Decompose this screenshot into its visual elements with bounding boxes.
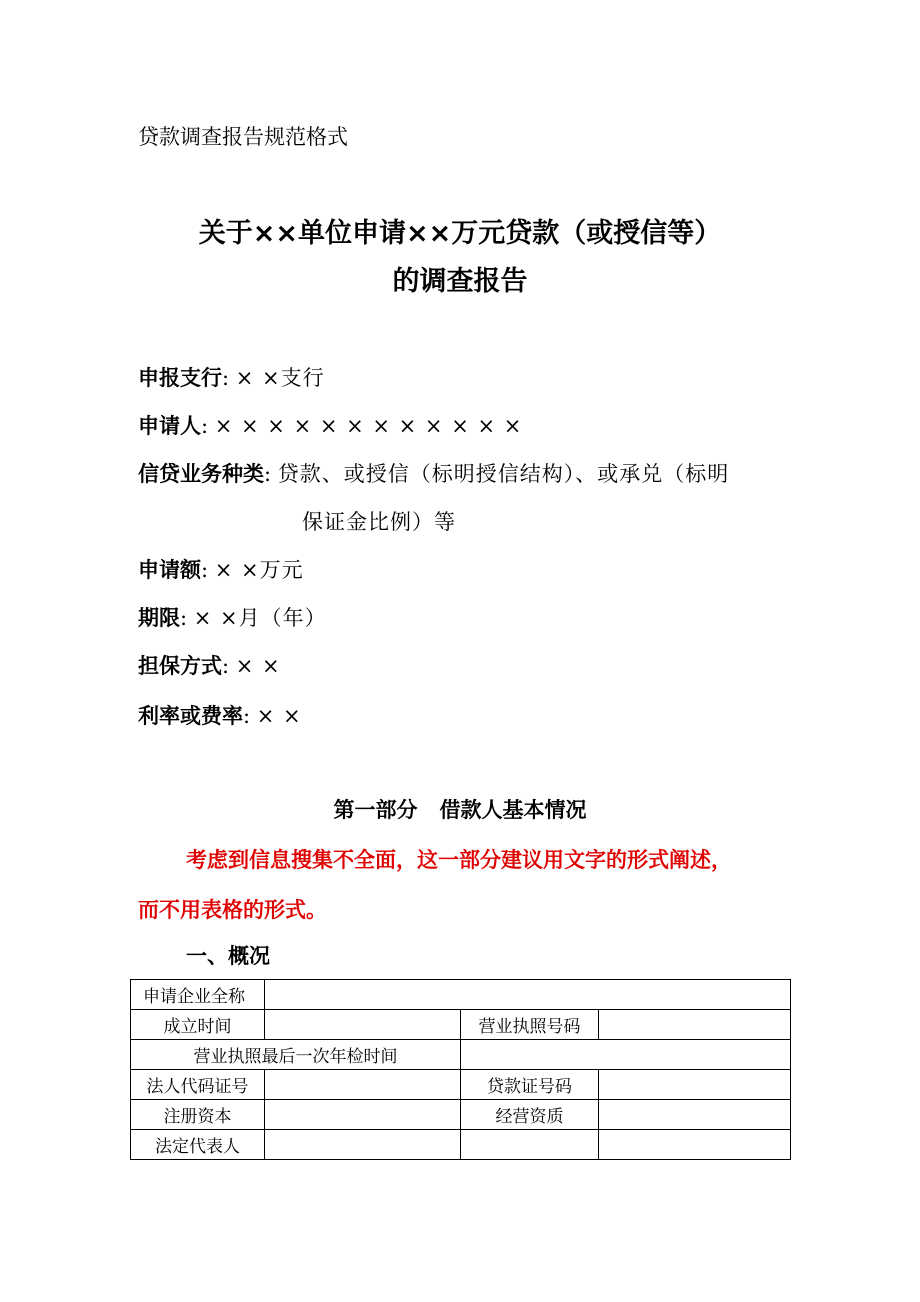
table-cell-label: 经营资质: [461, 1100, 599, 1130]
table-row: [131, 980, 791, 1010]
table-cell-label: 法人代码证号: [131, 1070, 265, 1100]
table-cell-label: 营业执照号码: [461, 1010, 599, 1040]
field-amount-label: 申请额: [138, 558, 201, 582]
field-rate: [138, 701, 302, 731]
field-applicant-colon: :: [201, 414, 209, 438]
document-heading: 贷款调查报告规范格式: [138, 125, 348, 149]
table-cell-label: 申请企业全称: [131, 980, 265, 1010]
field-branch-value: × ×支行: [235, 366, 325, 390]
table-cell-value: [599, 1010, 791, 1040]
table-cell-value: [265, 1100, 461, 1130]
table-cell-label: 营业执照最后一次年检时间: [131, 1040, 461, 1070]
field-amount-value: × ×万元: [214, 558, 304, 582]
field-applicant-value: × × × × × × × × × × × ×: [214, 414, 523, 438]
field-guarantee: [138, 651, 281, 681]
table-cell-value: [599, 1100, 791, 1130]
field-rate-label: 利率或费率: [138, 704, 243, 728]
table-cell-value: [265, 1070, 461, 1100]
field-rate-colon: :: [243, 704, 251, 728]
table-cell-value: [265, 980, 791, 1010]
field-term-value: × ×月（年）: [193, 606, 327, 630]
table-cell-label: 法定代表人: [131, 1130, 265, 1160]
field-credit-type: [138, 459, 729, 489]
field-branch: [138, 363, 325, 393]
section-note-line2: 而不用表格的形式。: [138, 898, 327, 922]
field-term-colon: :: [180, 606, 188, 630]
field-amount-colon: :: [201, 558, 209, 582]
table-cell-value: [461, 1040, 791, 1070]
table-cell-value: [599, 1130, 791, 1160]
table-cell-value: [461, 1130, 599, 1160]
report-title-line2: 的调查报告: [392, 266, 528, 297]
subsection-heading: 一、概况: [186, 944, 270, 968]
table-cell-label: 注册资本: [131, 1100, 265, 1130]
field-credit-type-value-line2: 保证金比例）等: [302, 510, 456, 534]
table-row: [131, 1040, 791, 1070]
field-term: [138, 603, 327, 633]
report-title-line1: 关于××单位申请××万元贷款（或授信等）: [198, 218, 722, 249]
table-cell-label: 成立时间: [131, 1010, 265, 1040]
field-credit-type-value-line1: 贷款、或授信（标明授信结构）、或承兑（标明: [277, 462, 730, 486]
table-row: [131, 1010, 791, 1040]
table-cell-value: [265, 1130, 461, 1160]
field-guarantee-colon: :: [222, 654, 230, 678]
table-cell-value: [265, 1010, 461, 1040]
field-applicant: [138, 411, 522, 441]
field-guarantee-value: × ×: [235, 654, 281, 678]
field-applicant-label: 申请人: [138, 414, 201, 438]
overview-table: [130, 979, 791, 1160]
field-term-label: 期限: [138, 606, 180, 630]
field-guarantee-label: 担保方式: [138, 654, 222, 678]
field-rate-value: × ×: [256, 704, 302, 728]
field-credit-type-colon: :: [264, 462, 272, 486]
field-branch-label: 申报支行: [138, 366, 222, 390]
section-title: 第一部分 借款人基本情况: [333, 798, 587, 822]
table-row: [131, 1130, 791, 1160]
field-credit-type-label: 信贷业务种类: [138, 462, 264, 486]
section-note-line1: 考虑到信息搜集不全面，这一部分建议用文字的形式阐述，: [186, 848, 732, 872]
table-row: [131, 1100, 791, 1130]
table-cell-value: [599, 1070, 791, 1100]
table-row: [131, 1070, 791, 1100]
table-cell-label: 贷款证号码: [461, 1070, 599, 1100]
field-amount: [138, 555, 304, 585]
field-branch-colon: :: [222, 366, 230, 390]
